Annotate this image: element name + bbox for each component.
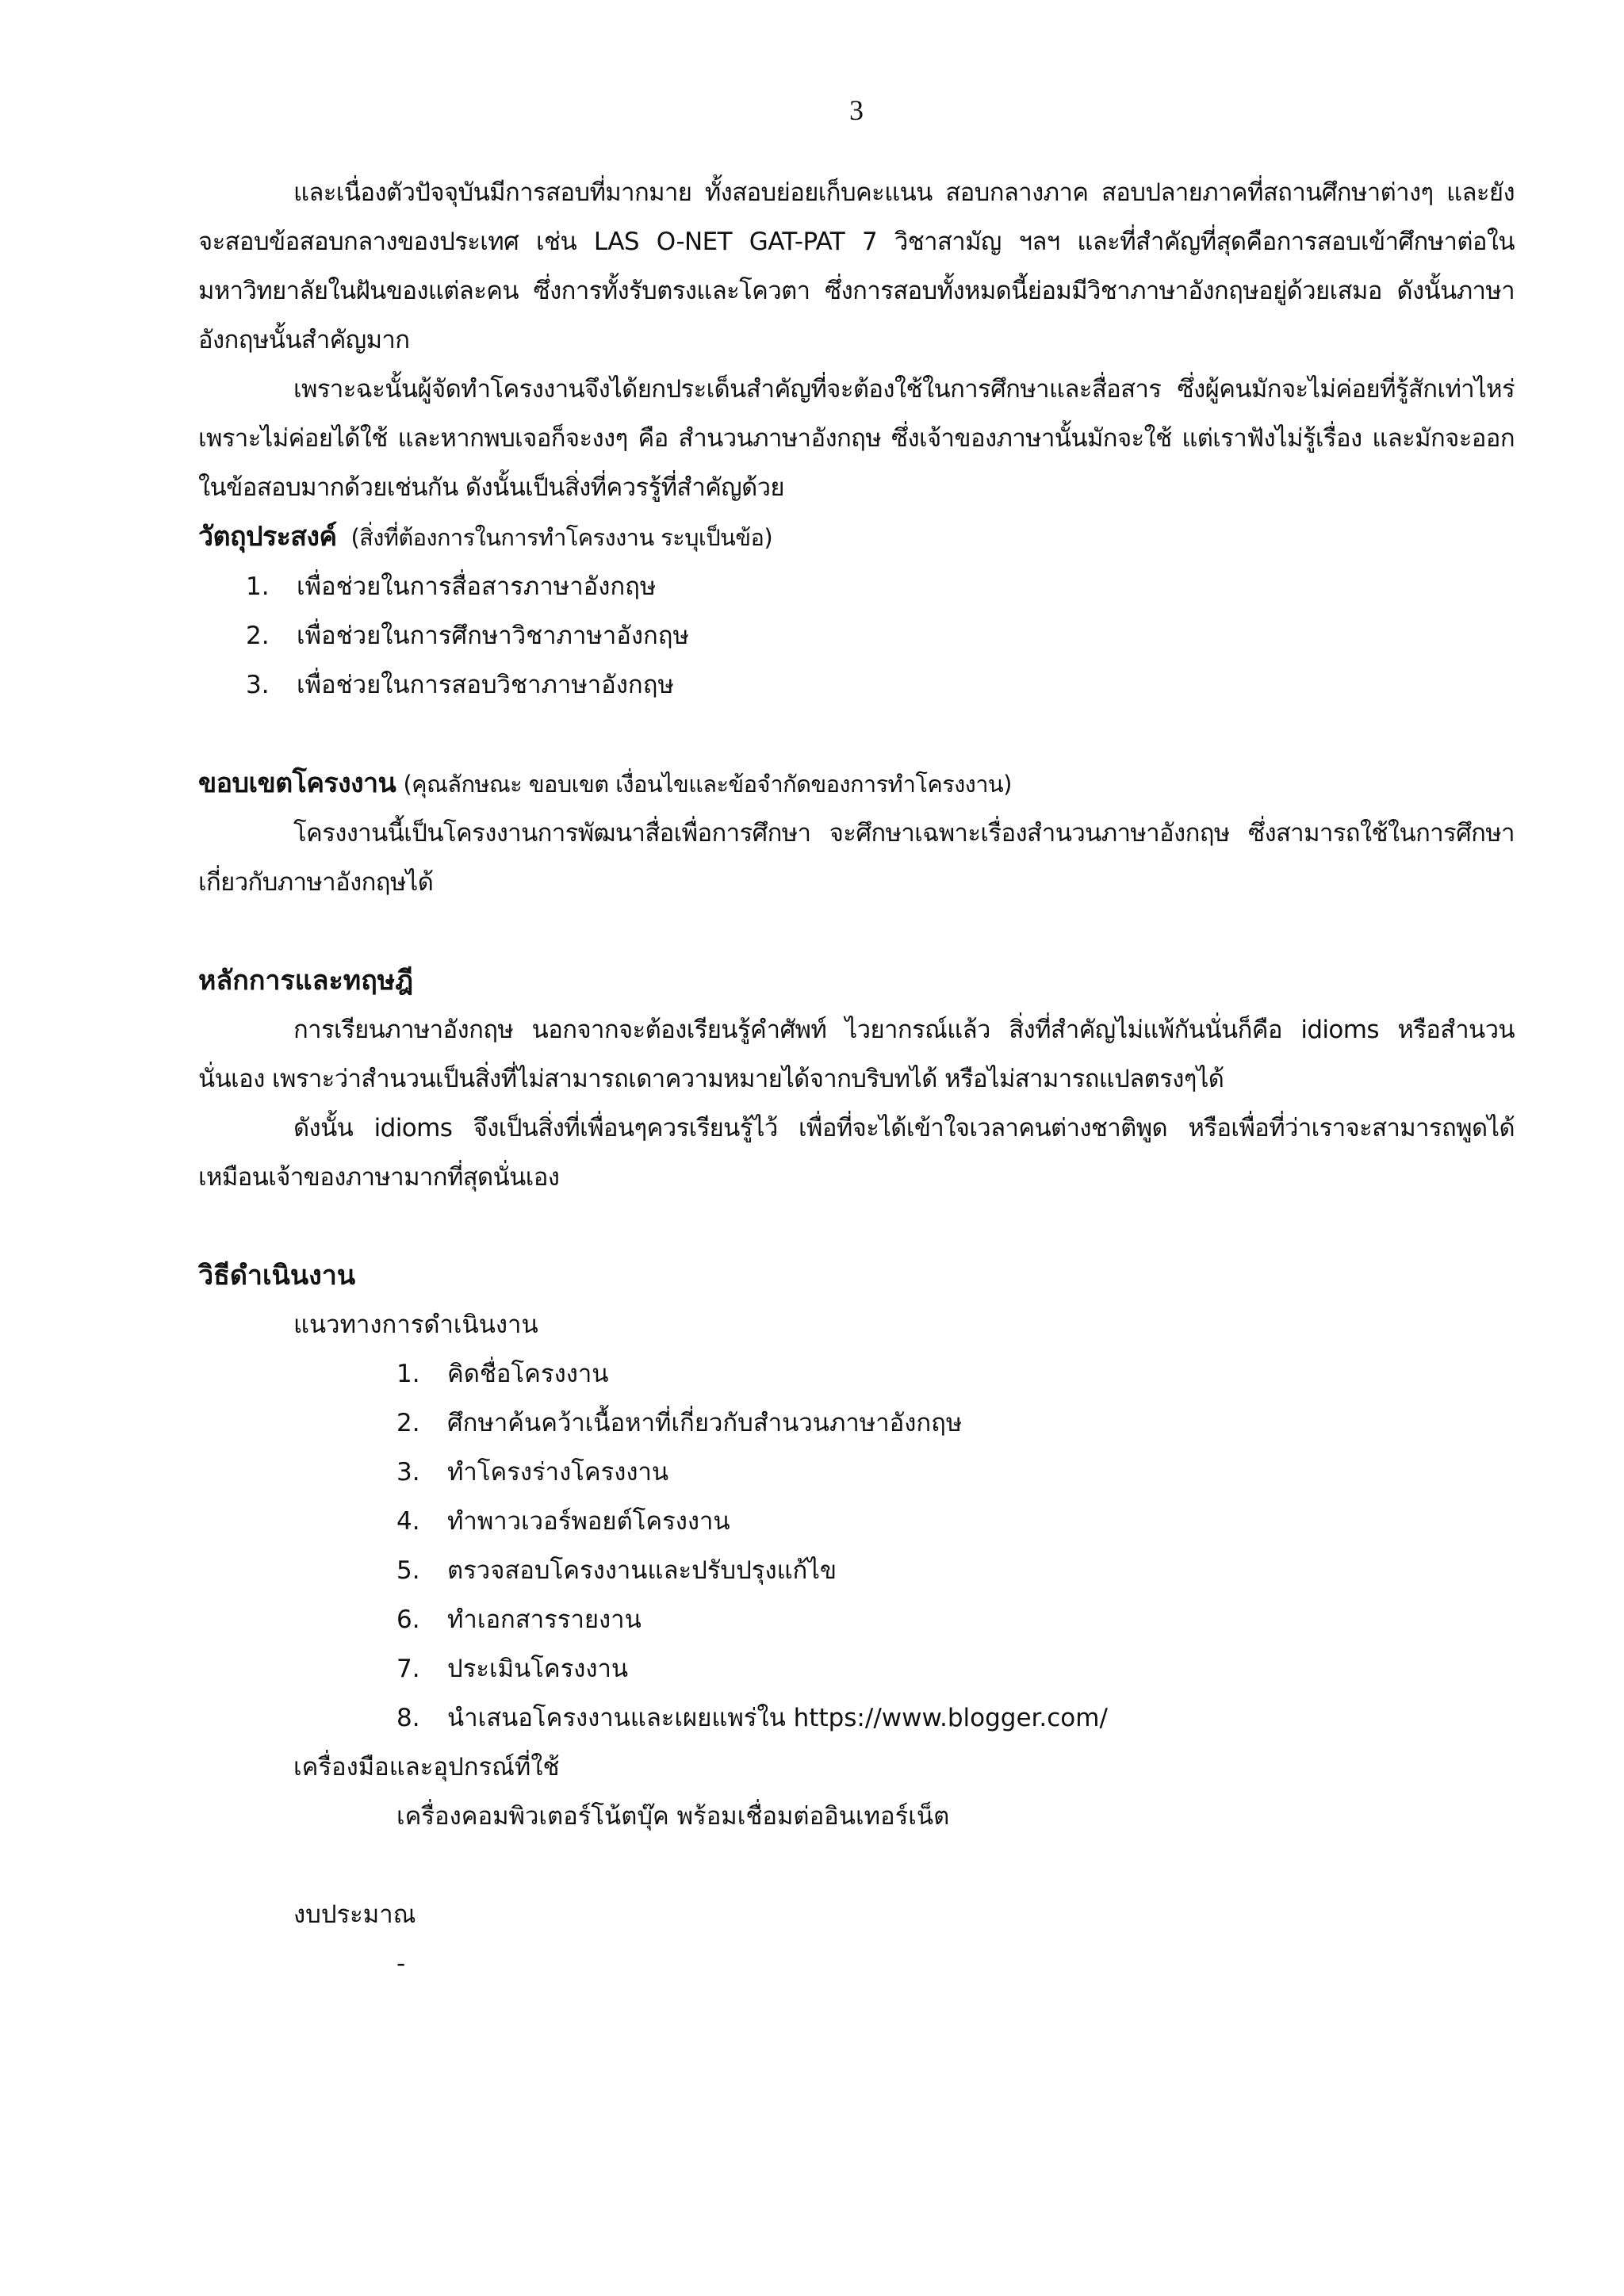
objective-text: เพื่อช่วยในการศึกษาวิชาภาษาอังกฤษ xyxy=(297,622,689,650)
step-number: 6. xyxy=(396,1605,420,1634)
objective-number: 3. xyxy=(246,671,270,699)
spacer xyxy=(198,1841,1515,1890)
step-text: ทำโครงร่างโครงงาน xyxy=(447,1458,669,1487)
step-number: 2. xyxy=(396,1409,420,1437)
scope-heading-line xyxy=(198,759,1515,809)
tools-body: เครื่องคอมพิวเตอร์โน้ตบุ๊ค พร้อมเชื่อมต่ออินเทอร์เน็ต xyxy=(396,1802,950,1831)
spacer xyxy=(198,1202,1515,1251)
step-item xyxy=(396,1693,1515,1743)
theory-paragraph-2: ดังนั้น idioms จึงเป็นสิ่งที่เพื่อนๆควรเรียนรู้ไว้ เพื่อที่จะได้เข้าใจเวลาคนต่างชาติพูด หรือเพื่อที่ว่าเราจะสามารถพูดได้เหมือนเจ้าของภาษามากที่สุดนั่นเอง xyxy=(198,1114,1515,1192)
scope-note: (คุณลักษณะ ขอบเขต เงื่อนไขและข้อจำกัดของการทำโครงงาน) xyxy=(403,771,1012,798)
objective-number: 2. xyxy=(246,622,270,650)
step-text: ศึกษาค้นคว้าเนื้อหาที่เกี่ยวกับสำนวนภาษาอังกฤษ xyxy=(447,1409,963,1437)
intro-paragraph-1: และเนื่องตัวปัจจุบันมีการสอบที่มากมาย ทั้งสอบย่อยเก็บคะแนน สอบกลางภาค สอบปลายภาคที่สถานศึกษาต่างๆ และยังจะสอบข้อสอบกลางของประเทศ เช่น LAS O-NET GAT-PAT 7 วิชาสามัญ ฯลฯ และที่สำคัญที่สุดคือการสอบเข้าศึกษาต่อในมหาวิทยาลัยในฝันของแต่ละคน ซึ่งการทั้งรับตรงและโควตา ซึ่งการสอบทั้งหมดนี้ย่อมมีวิชาภาษาอังกฤษอยู่ด้วยเสมอ ดังนั้นภาษาอังกฤษนั้นสำคัญมาก xyxy=(198,178,1515,354)
objectives-heading: วัตถุประสงค์ xyxy=(198,521,337,553)
step-number: 8. xyxy=(396,1704,420,1732)
step-item xyxy=(396,1644,1515,1693)
step-text: ทำพาวเวอร์พอยต์โครงงาน xyxy=(447,1507,730,1536)
objective-text: เพื่อช่วยในการสื่อสารภาษาอังกฤษ xyxy=(297,572,657,601)
objectives-heading-line xyxy=(198,512,1515,562)
theory-paragraph-1: การเรียนภาษาอังกฤษ นอกจากจะต้องเรียนรู้คำศัพท์ ไวยากรณ์แล้ว สิ่งที่สำคัญไม่แพ้กันนั่นก็คือ idioms หรือสำนวนนั่นเอง เพราะว่าสำนวนเป็นสิ่งที่ไม่สามารถเดาความหมายได้จากบริบทได้ หรือไม่สามารถแปลตรงๆได้ xyxy=(198,1016,1515,1093)
step-text: คิดชื่อโครงงาน xyxy=(447,1360,609,1388)
steps-list xyxy=(198,1349,1515,1743)
objective-item xyxy=(246,562,1515,611)
objective-item xyxy=(246,611,1515,660)
step-text: ทำเอกสารรายงาน xyxy=(447,1605,642,1634)
step-text: ประเมินโครงงาน xyxy=(447,1655,629,1683)
theory-heading: หลักการและทฤษฎี xyxy=(198,965,414,997)
step-item xyxy=(396,1595,1515,1644)
objective-number: 1. xyxy=(246,572,270,601)
method-heading: วิธีดำเนินงาน xyxy=(198,1260,356,1292)
objective-text: เพื่อช่วยในการสอบวิชาภาษาอังกฤษ xyxy=(297,671,674,699)
objective-item xyxy=(246,660,1515,710)
blogger-link[interactable]: https://www.blogger.com/ xyxy=(793,1704,1108,1732)
spacer xyxy=(198,907,1515,956)
spacer xyxy=(198,710,1515,759)
page-number: 3 xyxy=(849,94,864,126)
step-item xyxy=(396,1399,1515,1448)
step-text: ตรวจสอบโครงงานและปรับปรุงแก้ไข xyxy=(447,1556,837,1585)
guideline-label: แนวทางการดำเนินงาน xyxy=(293,1311,538,1339)
step-item xyxy=(396,1448,1515,1497)
page-content xyxy=(198,168,1515,1988)
step-item xyxy=(396,1546,1515,1595)
step-number: 3. xyxy=(396,1458,420,1487)
step-number: 7. xyxy=(396,1655,420,1683)
step-item xyxy=(396,1349,1515,1399)
tools-label: เครื่องมือและอุปกรณ์ที่ใช้ xyxy=(293,1753,560,1781)
objectives-note xyxy=(344,524,772,551)
objectives-list xyxy=(198,562,1515,710)
scope-heading: ขอบเขตโครงงาน xyxy=(198,767,396,799)
step-text: นำเสนอโครงงานและเผยแพร่ใน xyxy=(447,1704,786,1732)
budget-label: งบประมาณ xyxy=(293,1900,416,1929)
step-number: 1. xyxy=(396,1360,420,1388)
intro-paragraph-2: เพราะฉะนั้นผู้จัดทำโครงงานจึงได้ยกประเด็นสำคัญที่จะต้องใช้ในการศึกษาและสื่อสาร ซึ่งผู้คนมักจะไม่ค่อยที่รู้สักเท่าไหร่ เพราะไม่ค่อยได้ใช้ และหากพบเจอก็จะงงๆ คือ สำนวนภาษาอังกฤษ ซึ่งเจ้าของภาษานั้นมักจะใช้ แต่เราฟังไม่รู้เรื่อง และมักจะออกในข้อสอบมากด้วยเช่นกัน ดังนั้นเป็นสิ่งที่ควรรู้ที่สำคัญด้วย xyxy=(198,375,1515,502)
budget-value: - xyxy=(396,1950,406,1978)
step-item xyxy=(396,1497,1515,1546)
step-number: 5. xyxy=(396,1556,420,1585)
objectives-note-text: (สิ่งที่ต้องการในการทำโครงงาน ระบุเป็นข้อ) xyxy=(350,524,773,551)
scope-body: โครงงานนี้เป็นโครงงานการพัฒนาสื่อเพื่อการศึกษา จะศึกษาเฉพาะเรื่องสำนวนภาษาอังกฤษ ซึ่งสามารถใช้ในการศึกษาเกี่ยวกับภาษาอังกฤษได้ xyxy=(198,819,1515,897)
step-number: 4. xyxy=(396,1507,420,1536)
